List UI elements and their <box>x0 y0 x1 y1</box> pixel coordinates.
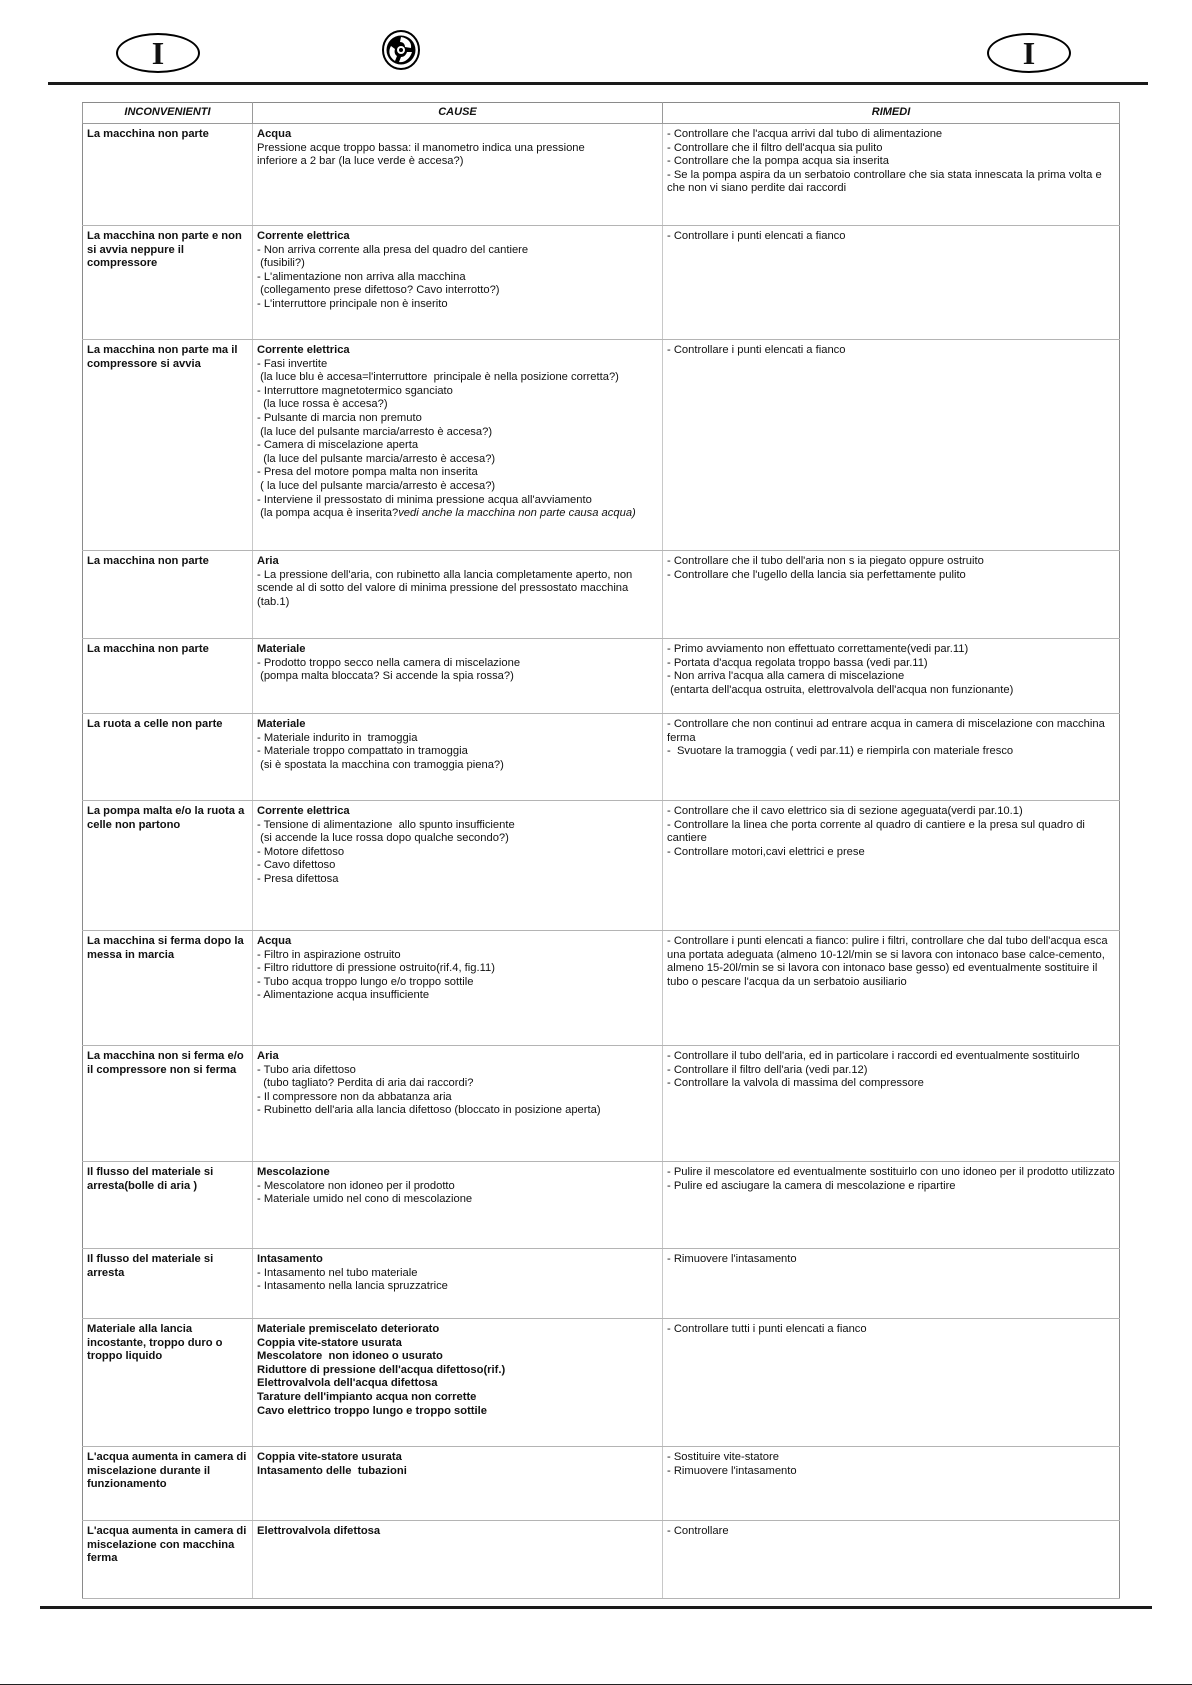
cause-line: Riduttore di pressione dell'acqua difettoso(rif.) <box>257 1363 506 1376</box>
cause-cell <box>253 1521 663 1599</box>
table-row <box>83 1319 1120 1447</box>
remedy-line: - Controllare la valvola di massima del compressore <box>667 1077 924 1090</box>
cause-line: - Materiale troppo compattato in tramoggia <box>257 745 468 758</box>
problem-cell: La macchina si ferma dopo la messa in marcia <box>83 931 253 1046</box>
remedy-line: - Controllare motori,cavi elettrici e prese <box>667 845 865 858</box>
problem-cell: La macchina non parte <box>83 124 253 226</box>
cause-cell <box>253 1046 663 1162</box>
cause-line: - Filtro riduttore di pressione ostruito(rif.4, fig.11) <box>257 962 495 975</box>
remedy-cell <box>663 340 1120 551</box>
remedy-line: - Controllare che il tubo dell'aria non s ia piegato oppure ostruito <box>667 555 984 567</box>
remedy-line: - Controllare che l'ugello della lancia sia perfettamente pulito <box>667 568 966 581</box>
cause-line: Coppia vite-statore usurata <box>257 1451 402 1463</box>
cause-line: (fusibili?) <box>257 257 305 270</box>
remedy-line: - Controllare che non continui ad entrare acqua in camera di miscelazione con macchina ferma <box>667 718 1108 744</box>
troubleshooting-table <box>82 102 1120 1599</box>
remedy-cell <box>663 931 1120 1046</box>
remedy-line: - Rimuovere l'intasamento <box>667 1464 797 1477</box>
remedy-line: - Controllare il tubo dell'aria, ed in particolare i raccordi ed eventualmente sostituirlo <box>667 1050 1080 1062</box>
table-row <box>83 340 1120 551</box>
cause-line: ( la luce del pulsante marcia/arresto è accesa?) <box>257 479 496 492</box>
cause-line: - Intasamento nel tubo materiale <box>257 1266 418 1279</box>
header-inconvenienti: INCONVENIENTI <box>83 103 253 124</box>
cause-line: (tubo tagliato? Perdita di aria dai raccordi? <box>257 1077 474 1090</box>
table-row <box>83 714 1120 801</box>
table-row <box>83 551 1120 639</box>
cause-line: (la luce rossa è accesa?) <box>257 398 388 411</box>
cause-category: Acqua <box>257 935 292 947</box>
cause-line: - Materiale indurito in tramoggia <box>257 731 418 744</box>
cause-line: inferiore a 2 bar (la luce verde è accesa?) <box>257 155 464 168</box>
cause-cell <box>253 931 663 1046</box>
cause-line: - L'alimentazione non arriva alla macchina <box>257 270 466 283</box>
table-row <box>83 1162 1120 1249</box>
cause-line: - Camera di miscelazione aperta <box>257 439 419 452</box>
remedy-line: - Controllare che la pompa acqua sia inserita <box>667 155 890 168</box>
cause-line: - Fasi invertite <box>257 357 328 370</box>
table-row <box>83 1249 1120 1319</box>
problem-cell: La macchina non parte <box>83 639 253 714</box>
table-row <box>83 124 1120 226</box>
cause-cross-reference: vedi anche la macchina non parte causa acqua) <box>398 507 636 520</box>
cause-category: Aria <box>257 555 279 567</box>
table-row <box>83 801 1120 931</box>
cause-cell <box>253 124 663 226</box>
cause-category: Acqua <box>257 128 292 140</box>
cause-line: - Presa difettosa <box>257 872 339 885</box>
cause-note: (la pompa acqua è inserita? <box>257 507 399 520</box>
cause-line: Elettrovalvola dell'acqua difettosa <box>257 1377 438 1390</box>
cause-line: (la luce del pulsante marcia/arresto è accesa?) <box>257 425 493 438</box>
cause-line: (pompa malta bloccata? Si accende la spia rossa?) <box>257 670 514 683</box>
cause-line: (si è spostata la macchina con tramoggia piena?) <box>257 758 504 771</box>
remedy-line: - Controllare che il filtro dell'acqua sia pulito <box>667 141 883 154</box>
remedy-line: - Controllare tutti i punti elencati a fianco <box>667 1323 867 1335</box>
cause-line: - Filtro in aspirazione ostruito <box>257 948 401 961</box>
remedy-line: - Controllare che l'acqua arrivi dal tubo di alimentazione <box>667 128 943 140</box>
remedy-cell <box>663 1447 1120 1521</box>
cause-cell <box>253 1162 663 1249</box>
cause-line: - Tubo acqua troppo lungo e/o troppo sottile <box>257 975 474 988</box>
cause-line: - Interruttore magnetotermico sganciato <box>257 384 453 397</box>
cause-line: (si accende la luce rossa dopo qualche secondo?) <box>257 832 509 845</box>
cause-category: Corrente elettrica <box>257 805 350 817</box>
cause-cell <box>253 714 663 801</box>
remedy-line: - Rimuovere l'intasamento <box>667 1253 797 1265</box>
table-header-row <box>83 103 1120 124</box>
cause-cell <box>253 801 663 931</box>
cause-category: Materiale <box>257 718 306 730</box>
cause-line: (la luce del pulsante marcia/arresto è accesa?) <box>257 452 496 465</box>
cause-line: Pressione acque troppo bassa: il manometro indica una pressione <box>257 141 585 154</box>
cause-line: - Cavo difettoso <box>257 859 336 872</box>
table-row <box>83 226 1120 340</box>
remedy-cell <box>663 639 1120 714</box>
remedy-line: - Pulire ed asciugare la camera di mescolazione e ripartire <box>667 1179 956 1192</box>
page-header <box>0 0 1192 90</box>
cause-cell <box>253 1249 663 1319</box>
language-badge-left: I <box>116 33 200 73</box>
cause-category: Mescolazione <box>257 1166 330 1178</box>
cause-category: Aria <box>257 1050 279 1062</box>
header-divider <box>48 82 1148 85</box>
remedy-cell <box>663 1162 1120 1249</box>
cause-category: Corrente elettrica <box>257 344 350 356</box>
cause-line: Materiale premiscelato deteriorato <box>257 1323 440 1335</box>
remedy-cell <box>663 1319 1120 1447</box>
language-badge-right: I <box>987 33 1071 73</box>
problem-cell: La ruota a celle non parte <box>83 714 253 801</box>
cause-line: - Tensione di alimentazione allo spunto insufficiente <box>257 818 515 831</box>
cause-line <box>257 507 658 521</box>
cause-line: - Presa del motore pompa malta non inserita <box>257 466 478 479</box>
brand-logo-icon <box>381 30 421 70</box>
remedy-line: - Controllare i punti elencati a fianco: pulire i filtri, controllare che dal tubo dell'acqua esca una portata adeguata (almeno 10-12l/min se si lavora con intonaco base calce-cemento, almeno 15-20l/min se si lavora con intonaco base gesso) ed eventualmente sostituire il tubo o pescare l'acqua da un serbatoio ausiliario <box>667 935 1111 988</box>
cause-line: - Motore difettoso <box>257 845 345 858</box>
remedy-cell <box>663 1046 1120 1162</box>
remedy-cell <box>663 124 1120 226</box>
remedy-line: - Primo avviamento non effettuato correttamente(vedi par.11) <box>667 643 969 655</box>
cause-line: Intasamento delle tubazioni <box>257 1464 407 1477</box>
table-row <box>83 1447 1120 1521</box>
header-rimedi: RIMEDI <box>663 103 1120 124</box>
problem-cell: La macchina non si ferma e/o il compressore non si ferma <box>83 1046 253 1162</box>
cause-line: Coppia vite-statore usurata <box>257 1336 402 1349</box>
cause-line: - Rubinetto dell'aria alla lancia difettoso (bloccato in posizione aperta) <box>257 1104 601 1117</box>
cause-line: - Prodotto troppo secco nella camera di miscelazione <box>257 656 521 669</box>
problem-cell: Il flusso del materiale si arresta(bolle di aria ) <box>83 1162 253 1249</box>
cause-line: Mescolatore non idoneo o usurato <box>257 1350 443 1363</box>
remedy-line: (entarta dell'acqua ostruita, elettrovalvola dell'acqua non funzionante) <box>667 683 1014 696</box>
cause-line: (collegamento prese difettoso? Cavo interrotto?) <box>257 284 500 297</box>
cause-category: Materiale <box>257 643 306 655</box>
cause-line: - Pulsante di marcia non premuto <box>257 411 422 424</box>
remedy-line: - Controllare <box>667 1525 729 1537</box>
problem-cell: La pompa malta e/o la ruota a celle non partono <box>83 801 253 931</box>
cause-line: - Mescolatore non idoneo per il prodotto <box>257 1179 455 1192</box>
remedy-line: - Controllare la linea che porta corrente al quadro di cantiere e la presa sul quadro di cantiere <box>667 818 1089 845</box>
cause-line: - La pressione dell'aria, con rubinetto alla lancia completamente aperto, non scende al di sotto del valore di minima pressione del pressostato macchina (tab.1) <box>257 568 636 608</box>
remedy-line: - Non arriva l'acqua alla camera di miscelazione <box>667 670 905 683</box>
problem-cell: Il flusso del materiale si arresta <box>83 1249 253 1319</box>
problem-cell: La macchina non parte e non si avvia neppure il compressore <box>83 226 253 340</box>
problem-cell: La macchina non parte ma il compressore si avvia <box>83 340 253 551</box>
remedy-cell <box>663 714 1120 801</box>
remedy-cell <box>663 1521 1120 1599</box>
cause-line: Cavo elettrico troppo lungo e troppo sottile <box>257 1404 487 1417</box>
remedy-line: - Controllare i punti elencati a fianco <box>667 230 846 242</box>
cause-cell <box>253 639 663 714</box>
table-row <box>83 639 1120 714</box>
cause-line: - Non arriva corrente alla presa del quadro del cantiere <box>257 243 529 256</box>
cause-line: - Intasamento nella lancia spruzzatrice <box>257 1280 448 1293</box>
cause-cell <box>253 551 663 639</box>
cause-line: - Interviene il pressostato di minima pressione acqua all'avviamento <box>257 493 592 506</box>
cause-line: Elettrovalvola difettosa <box>257 1525 381 1537</box>
remedy-line: - Controllare il filtro dell'aria (vedi par.12) <box>667 1063 868 1076</box>
table-row <box>83 931 1120 1046</box>
cause-line: (la luce blu è accesa=l'interruttore principale è nella posizione corretta?) <box>257 371 619 384</box>
cause-cell <box>253 1319 663 1447</box>
remedy-cell <box>663 801 1120 931</box>
cause-line: - L'interruttore principale non è inserito <box>257 297 448 310</box>
remedy-line: - Pulire il mescolatore ed eventualmente sostituirlo con uno idoneo per il prodotto utilizzato <box>667 1166 1115 1178</box>
remedy-line: - Se la pompa aspira da un serbatoio controllare che sia stata innescata la prima volta e che non vi siano perdite dai raccordi <box>667 168 1105 195</box>
problem-cell: Materiale alla lancia incostante, troppo duro o troppo liquido <box>83 1319 253 1447</box>
problem-cell: L'acqua aumenta in camera di miscelazione durante il funzionamento <box>83 1447 253 1521</box>
table-row <box>83 1046 1120 1162</box>
remedy-cell <box>663 1249 1120 1319</box>
problem-cell: L'acqua aumenta in camera di miscelazione con macchina ferma <box>83 1521 253 1599</box>
remedy-line: - Controllare i punti elencati a fianco <box>667 344 846 356</box>
cause-line: - Tubo aria difettoso <box>257 1063 356 1076</box>
remedy-line: - Svuotare la tramoggia ( vedi par.11) e riempirla con materiale fresco <box>667 745 1014 758</box>
remedy-cell <box>663 551 1120 639</box>
header-cause: CAUSE <box>253 103 663 124</box>
cause-line: - Il compressore non da abbatanza aria <box>257 1090 452 1103</box>
cause-line: - Alimentazione acqua insufficiente <box>257 989 430 1002</box>
remedy-cell <box>663 226 1120 340</box>
cause-cell <box>253 226 663 340</box>
cause-line: - Materiale umido nel cono di mescolazione <box>257 1193 473 1206</box>
cause-line: Tarature dell'impianto acqua non corrette <box>257 1390 477 1403</box>
remedy-line: - Sostituire vite-statore <box>667 1451 779 1463</box>
footer-divider <box>40 1606 1152 1609</box>
remedy-line: - Controllare che il cavo elettrico sia di sezione ageguata(verdi par.10.1) <box>667 805 1023 817</box>
cause-cell <box>253 1447 663 1521</box>
cause-cell <box>253 340 663 551</box>
cause-category: Intasamento <box>257 1253 323 1265</box>
cause-category: Corrente elettrica <box>257 230 350 242</box>
table-row <box>83 1521 1120 1599</box>
problem-cell: La macchina non parte <box>83 551 253 639</box>
remedy-line: - Portata d'acqua regolata troppo bassa (vedi par.11) <box>667 656 928 669</box>
